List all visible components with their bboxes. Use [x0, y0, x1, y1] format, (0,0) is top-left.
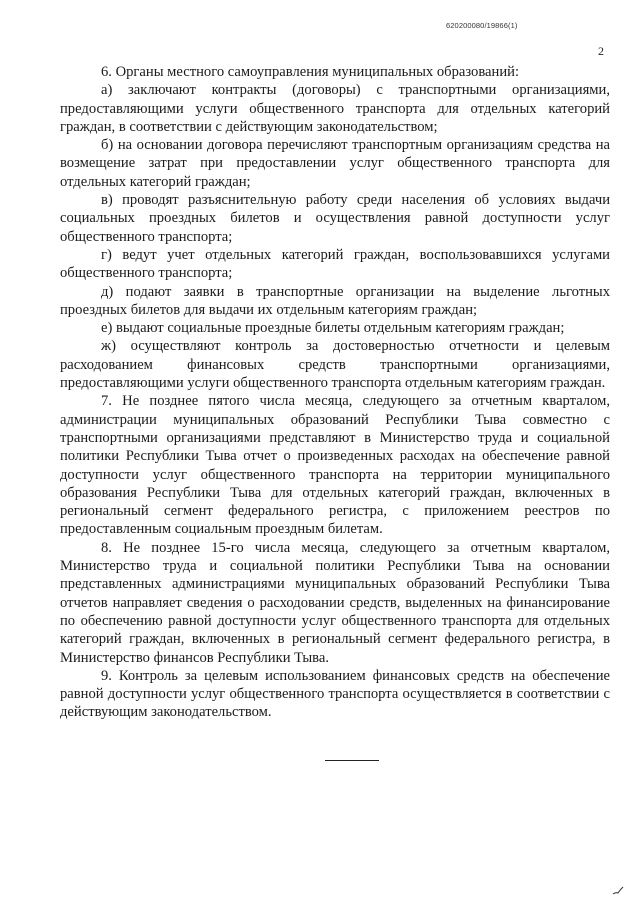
- page-number: 2: [598, 44, 604, 58]
- end-separator: [325, 760, 379, 761]
- paragraph-6a: а) заключают контракты (договоры) с транспортными организациями, предоставляющими услуги общественного транспорта для отдельных категорий граждан, в соответствии с действующим законодательством;: [60, 82, 610, 135]
- paragraph-6d: д) подают заявки в транспортные организации на выделение льготных проездных билетов для выдачи их отдельным категориям граждан;: [60, 283, 610, 318]
- document-code: 620200080/19866(1): [446, 21, 518, 30]
- paragraph-6e: е) выдают социальные проездные билеты отдельным категориям граждан;: [101, 320, 565, 337]
- paragraph-6b: б) на основании договора перечисляют транспортным организациям средства на возмещение затрат при предоставлении услуг общественного транспорта для отдельных категорий граждан;: [60, 137, 610, 190]
- paragraph-6v: в) проводят разъяснительную работу среди населения об условиях выдачи социальных проездных билетов и осуществления равной доступности услуг общественного транспорта;: [60, 192, 610, 245]
- paragraph-7: 7. Не позднее пятого числа месяца, следующего за отчетным кварталом, администрации муниципальных образований Республики Тыва совместно с транспортными организациями представляют в Министерство труда и социальной политики Республики Тыва отчет о произведенных расходах на обеспечение равной доступности услуг общественного транспорта на территории муниципального образования Республики Тыва для отдельных категорий граждан, включенных в региональный сегмент федерального регистра, с приложением реестров по предоставленным социальным проездным билетам.: [60, 393, 610, 538]
- paragraph-9: 9. Контроль за целевым использованием финансовых средств на обеспечение равной доступности услуг общественного транспорта осуществляется в соответствии с действующим законодательством.: [60, 667, 610, 721]
- document-body: [60, 63, 610, 722]
- paragraph-8: 8. Не позднее 15-го числа месяца, следующего за отчетным кварталом, Министерство труда и социальной политики Республики Тыва на основании представленных администрациями муниципальных образований Республики Тыва отчетов направляет сведения о расходовании средств, выделенных на финансирование по обеспечению равной доступности услуг общественного транспорта для отдельных категорий граждан, включенных в региональный сегмент федерального регистра, в Министерство финансов Республики Тыва.: [60, 539, 610, 666]
- paragraph-6: 6. Органы местного самоуправления муниципальных образований:: [101, 64, 520, 80]
- paragraph-6zh: ж) осуществляют контроль за достоверностью отчетности и целевым расходованием финансовых средств транспортными организациями, предоставляющими услуги общественного транспорта отдельным категориям граждан.: [60, 338, 610, 392]
- pen-mark-icon: [612, 883, 624, 901]
- paragraph-6g: г) ведут учет отдельных категорий граждан, воспользовавшихся услугами общественного транспорта;: [60, 246, 610, 282]
